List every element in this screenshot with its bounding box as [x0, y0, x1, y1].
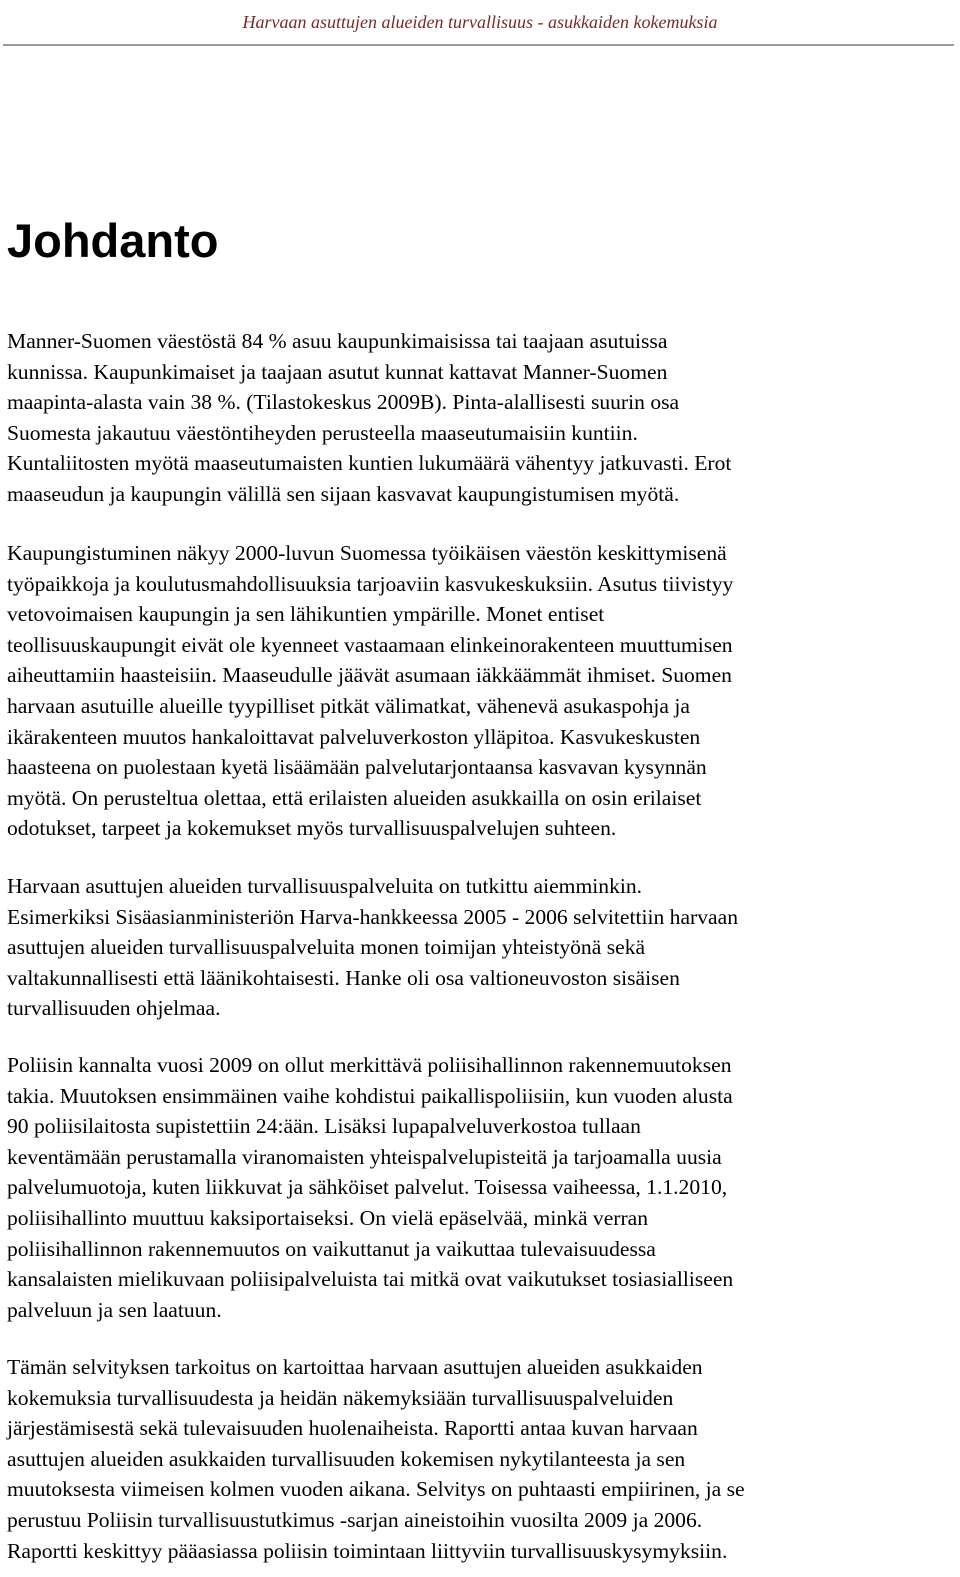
section-title: Johdanto: [7, 214, 219, 267]
running-header: Harvaan asuttujen alueiden turvallisuus - asukkaiden kokemuksia: [242, 12, 718, 32]
paragraph-3: Harvaan asuttujen alueiden turvallisuuspalveluita on tutkittu aiemminkin. Esimerkiksi Sisäasianministeriön Harva-hankkeessa 2005 - 2006 selvitettiin harvaan asuttujen alueiden turvallisuuspalveluita monen toimijan yhteistyönä sekä valtakunnallisesti että läänikohtaisesti. Hanke oli osa valtioneuvoston sisäisen turvallisuuden ohjelmaa.: [7, 874, 739, 1021]
paragraph-4: Poliisin kannalta vuosi 2009 on ollut merkittävä poliisihallinnon rakennemuutoksen takia. Muutoksen ensimmäinen vaihe kohdistui paikallispoliisiin, kun vuoden alusta 90 poliisilaitosta supistettiin 24:ään. Lisäksi lupapalveluverkostoa tullaan keventämään perustamalla viranomaisten yhteispalvelupisteitä ja tarjoamalla uusia palvelumuotoja, kuten liikkuvat ja sähköiset palvelut. Toisessa vaiheessa, 1.1.2010, poliisihallinto muuttuu kaksiportaiseksi. On vielä epäselvää, minkä verran poliisihallinnon rakennemuutos on vaikuttanut ja vaikuttaa tulevaisuudessa kansalaisten mielikuvaan poliisipalveluista tai mitkä ovat vaikutukset tosiasialliseen palveluun ja sen laatuun.: [7, 1053, 734, 1322]
paragraph-5: Tämän selvityksen tarkoitus on kartoittaa harvaan asuttujen alueiden asukkaiden kokemuksia turvallisuudesta ja heidän näkemyksiään turvallisuuspalveluiden järjestämisestä sekä tulevaisuuden huolenaiheista. Raportti antaa kuvan harvaan asuttujen alueiden asukkaiden turvallisuuden kokemisen nykytilanteesta ja sen muutoksesta viimeisen kolmen vuoden aikana. Selvitys on puhtaasti empiirinen, ja se perustuu Poliisin turvallisuustutkimus -sarjan aineistoihin vuosilta 2009 ja 2006. Raportti keskittyy pääasiassa poliisin toimintaan liittyviin turvallisuuskysymyksiin.: [7, 1355, 745, 1563]
paragraph-2: Kaupungistuminen näkyy 2000-luvun Suomessa työikäisen väestön keskittymisenä työpaikkoja ja koulutusmahdollisuuksia tarjoaviin kasvukeskuksiin. Asutus tiivistyy vetovoimaisen kaupungin ja sen lähikuntien ympärille. Monet entiset teollisuuskaupungit eivät ole kyenneet vastaamaan elinkeinorakenteen muuttumisen aiheuttamiin haasteisiin. Maaseudulle jäävät asumaan iäkkäämmät ihmiset. Suomen harvaan asutuille alueille tyypilliset pitkät välimatkat, vähenevä asukaspohja ja ikärakenteen muutos hankaloittavat palveluverkoston ylläpitoa. Kasvukeskusten haasteena on puolestaan kyetä lisäämään palvelutarjontaansa kasvavan kysynnän myötä. On perusteltua olettaa, että erilaisten alueiden asukkailla on osin erilaiset odotukset, tarpeet ja kokemukset myös turvallisuuspalvelujen suhteen.: [7, 541, 734, 841]
header-divider: [3, 44, 954, 46]
paragraph-1: Manner-Suomen väestöstä 84 % asuu kaupunkimaisissa tai taajaan asutuissa kunnissa. Kaupunkimaiset ja taajaan asutut kunnat kattavat Manner-Suomen maapinta-alasta vain 38 %. (Tilastokeskus 2009B). Pinta-alallisesti suurin osa Suomesta jakautuu väestöntiheyden perusteella maaseutumaisiin kuntiin. Kuntaliitosten myötä maaseutumaisten kuntien lukumäärä vähentyy jatkuvasti. Erot maaseudun ja kaupungin välillä sen sijaan kasvavat kaupungistumisen myötä.: [7, 329, 732, 506]
